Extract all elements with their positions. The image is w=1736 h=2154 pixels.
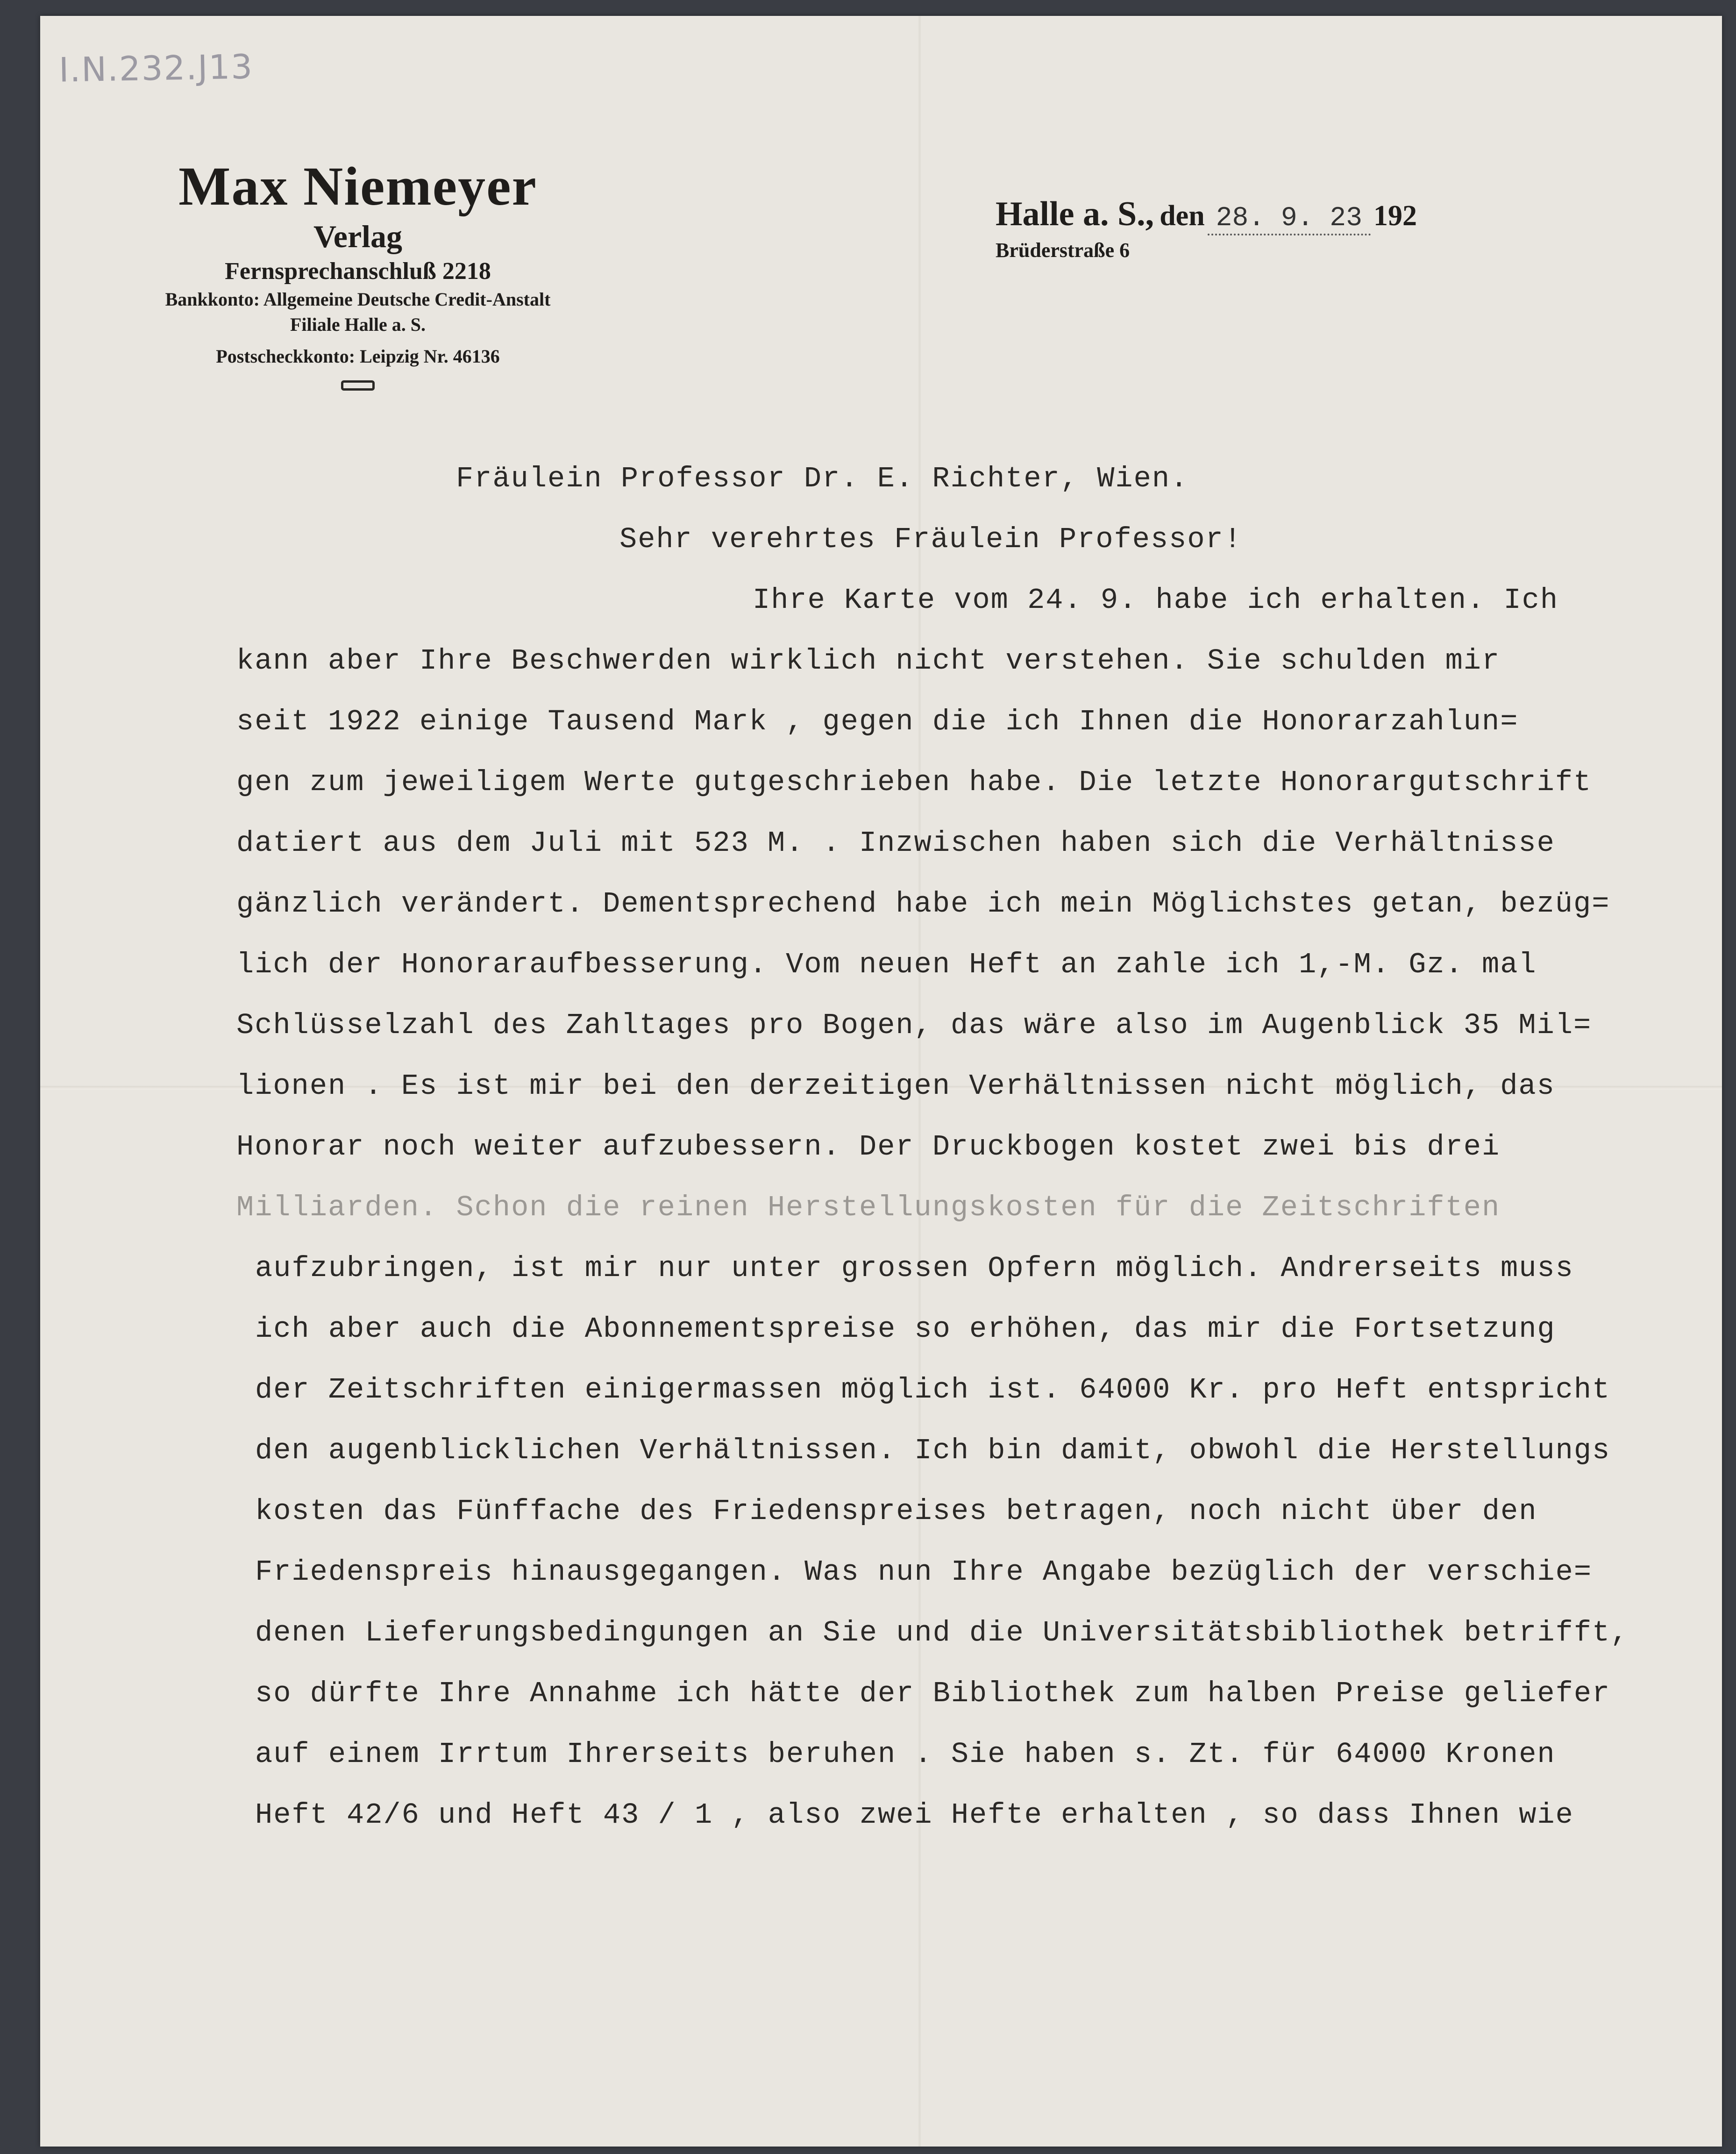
bank-account-line: Bankkonto: Allgemeine Deutsche Credit-Anstalt [165,289,551,310]
body-line: gen zum jeweiligem Werte gutgeschrieben habe. Die letzte Honorargutschrift [236,766,1592,799]
body-line: Ihre Karte vom 24. 9. habe ich erhalten. Ich [753,584,1559,617]
publisher-verlag: Verlag [313,219,403,254]
body-line: Honorar noch weiter aufzubessern. Der Druckbogen kostet zwei bis drei [236,1130,1501,1163]
ornament-rule [341,380,375,391]
dateline-city: Halle a. S., [996,195,1154,233]
dateline [996,194,1417,262]
letter-page [40,16,1722,2147]
body-line: so dürfte Ihre Annahme ich hätte der Bibliothek zum halben Preise geliefer [255,1677,1611,1710]
archive-mark: I.N.232.J13 [58,47,254,90]
body-line-faint: Milliarden. Schon die reinen Herstellungskosten für die Zeitschriften [236,1191,1501,1224]
publisher-name: Max Niemeyer [178,156,537,217]
dateline-street: Brüderstraße 6 [996,239,1130,262]
letterhead [152,156,563,391]
bank-branch-line: Filiale Halle a. S. [290,314,426,335]
body-line: aufzubringen, ist mir nur unter grossen Opfern möglich. Andrerseits muss [255,1252,1574,1285]
body-line: gänzlich verändert. Dementsprechend habe ich mein Möglichstes getan, bezüg= [236,887,1610,920]
body-line: den augenblicklichen Verhältnissen. Ich bin damit, obwohl die Herstellungs [255,1434,1611,1467]
body-line: Schlüsselzahl des Zahltages pro Bogen, das wäre also im Augenblick 35 Mil= [236,1009,1592,1042]
body-line: kann aber Ihre Beschwerden wirklich nicht verstehen. Sie schulden mir [236,644,1501,678]
dateline-den: den [1160,200,1205,232]
body-line: kosten das Fünffache des Friedenspreises betragen, noch nicht über den [255,1495,1537,1528]
salutation: Sehr verehrtes Fräulein Professor! [619,523,1243,556]
body-line: ich aber auch die Abonnementspreise so erhöhen, das mir die Fortsetzung [255,1312,1556,1346]
body-line: denen Lieferungsbedingungen an Sie und die Universitätsbibliothek betrifft, [255,1616,1629,1649]
body-line: der Zeitschriften einigermassen möglich ist. 64000 Kr. pro Heft entspricht [255,1373,1611,1406]
body-line: lionen . Es ist mir bei den derzeitigen Verhältnissen nicht möglich, das [236,1070,1555,1103]
publisher-phone: Fernsprechanschluß 2218 [225,258,491,285]
body-line: auf einem Irrtum Ihrerseits beruhen . Sie haben s. Zt. für 64000 Kronen [255,1738,1556,1771]
dateline-year: 192 [1373,200,1417,232]
postal-account-line: Postscheckkonto: Leipzig Nr. 46136 [216,346,500,367]
dateline-date: 28. 9. 23 [1208,203,1371,235]
body-line: Heft 42/6 und Heft 43 / 1 , also zwei Hefte erhalten , so dass Ihnen wie [255,1798,1574,1832]
recipient-line: Fräulein Professor Dr. E. Richter, Wien. [456,462,1189,495]
body-line: datiert aus dem Juli mit 523 M. . Inzwischen haben sich die Verhältnisse [236,827,1555,860]
body-line: seit 1922 einige Tausend Mark , gegen die ich Ihnen die Honorarzahlun= [236,705,1519,738]
body-line: Friedenspreis hinausgegangen. Was nun Ihre Angabe bezüglich der verschie= [255,1555,1593,1589]
body-line: lich der Honoraraufbesserung. Vom neuen Heft an zahle ich 1,-M. Gz. mal [236,948,1537,981]
